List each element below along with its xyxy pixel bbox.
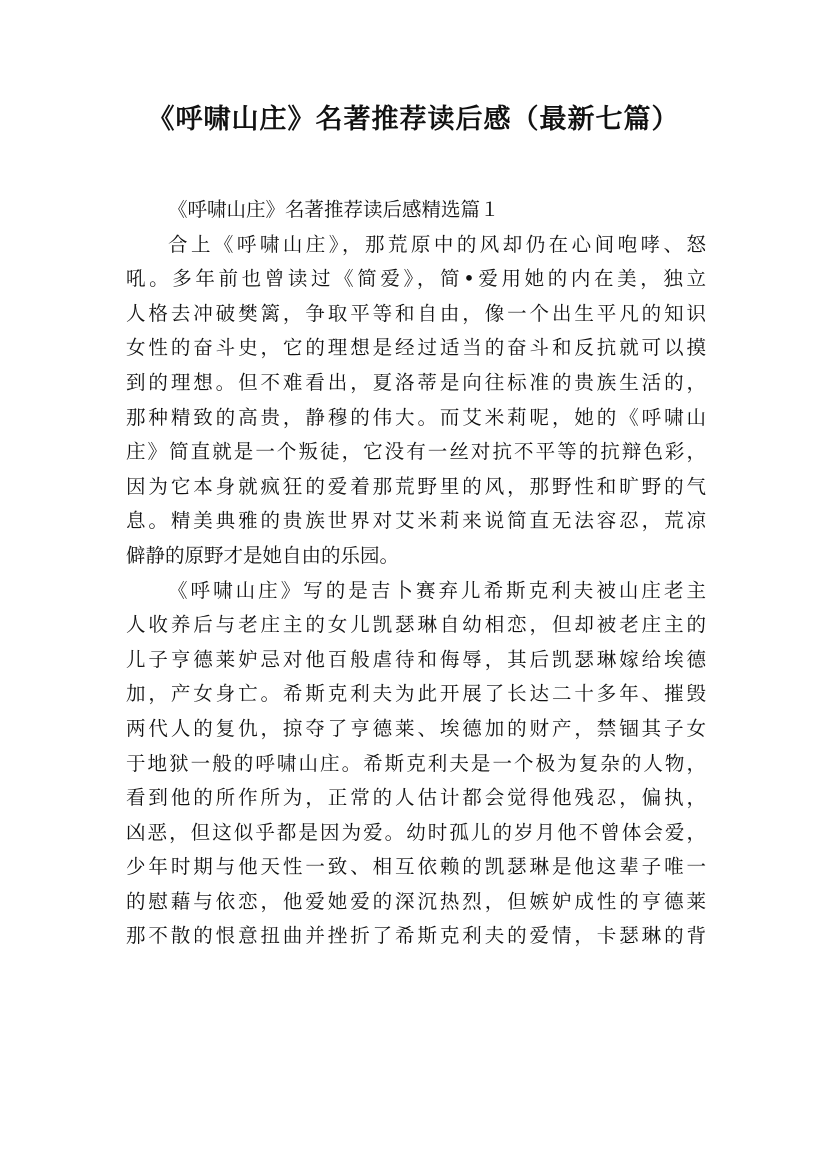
- paragraph-line: 合上《呼啸山庄》，那荒原中的风却仍在心间咆哮、怒: [168, 232, 706, 256]
- section-heading: 《呼啸山庄》名著推荐读后感精选篇１: [168, 198, 500, 221]
- paragraph-line: 那种精致的高贵，静穆的伟大。而艾米莉呢，她的《呼啸山: [126, 405, 706, 429]
- paragraph-line: 息。精美典雅的贵族世界对艾米莉来说简直无法容忍，荒凉: [126, 509, 706, 533]
- paragraph-line: 两代人的复仇，掠夺了亨德莱、埃德加的财产，禁锢其子女: [126, 716, 706, 740]
- paragraph-line: 儿子亨德莱妒忌对他百般虐待和侮辱，其后凯瑟琳嫁给埃德: [126, 647, 706, 671]
- paragraph-line: 加，产女身亡。希斯克利夫为此开展了长达二十多年、摧毁: [126, 682, 706, 706]
- document-title: 《呼啸山庄》名著推荐读后感（最新七篇）: [147, 104, 680, 135]
- paragraph-line: 于地狱一般的呼啸山庄。希斯克利夫是一个极为复杂的人物，: [126, 751, 706, 775]
- paragraph-line: 人收养后与老庄主的女儿凯瑟琳自幼相恋，但却被老庄主的: [126, 613, 706, 637]
- paragraph-line: 少年时期与他天性一致、相互依赖的凯瑟琳是他这辈子唯一: [126, 855, 706, 879]
- paragraph-line: 庄》简直就是一个叛徒，它没有一丝对抗不平等的抗辩色彩，: [126, 440, 706, 464]
- paragraph-line: 那不散的恨意扭曲并挫折了希斯克利夫的爱情，卡瑟琳的背: [126, 924, 706, 948]
- paragraph-line: 到的理想。但不难看出，夏洛蒂是向往标准的贵族生活的，: [126, 370, 706, 394]
- paragraph-line: 因为它本身就疯狂的爱着那荒野里的风，那野性和旷野的气: [126, 474, 706, 498]
- paragraph-line: 凶恶，但这似乎都是因为爱。幼时孤儿的岁月他不曾体会爱，: [126, 820, 706, 844]
- paragraph-line: 《呼啸山庄》写的是吉卜赛弃儿希斯克利夫被山庄老主: [168, 578, 706, 602]
- document-body: [126, 193, 706, 954]
- paragraph-line: 看到他的所作所为，正常的人估计都会觉得他残忍，偏执，: [126, 786, 706, 810]
- paragraph-line: 僻静的原野才是她自由的乐园。: [126, 543, 400, 567]
- paragraph-line: 吼。多年前也曾读过《简爱》，简•爱用她的内在美，独立: [126, 267, 706, 291]
- paragraph-line: 的慰藉与依恋，他爱她爱的深沉热烈，但嫉妒成性的亨德莱: [126, 889, 706, 913]
- paragraph-line: 人格去冲破樊篱，争取平等和自由，像一个出生平凡的知识: [126, 301, 706, 325]
- paragraph-line: 女性的奋斗史，它的理想是经过适当的奋斗和反抗就可以摸: [126, 336, 706, 360]
